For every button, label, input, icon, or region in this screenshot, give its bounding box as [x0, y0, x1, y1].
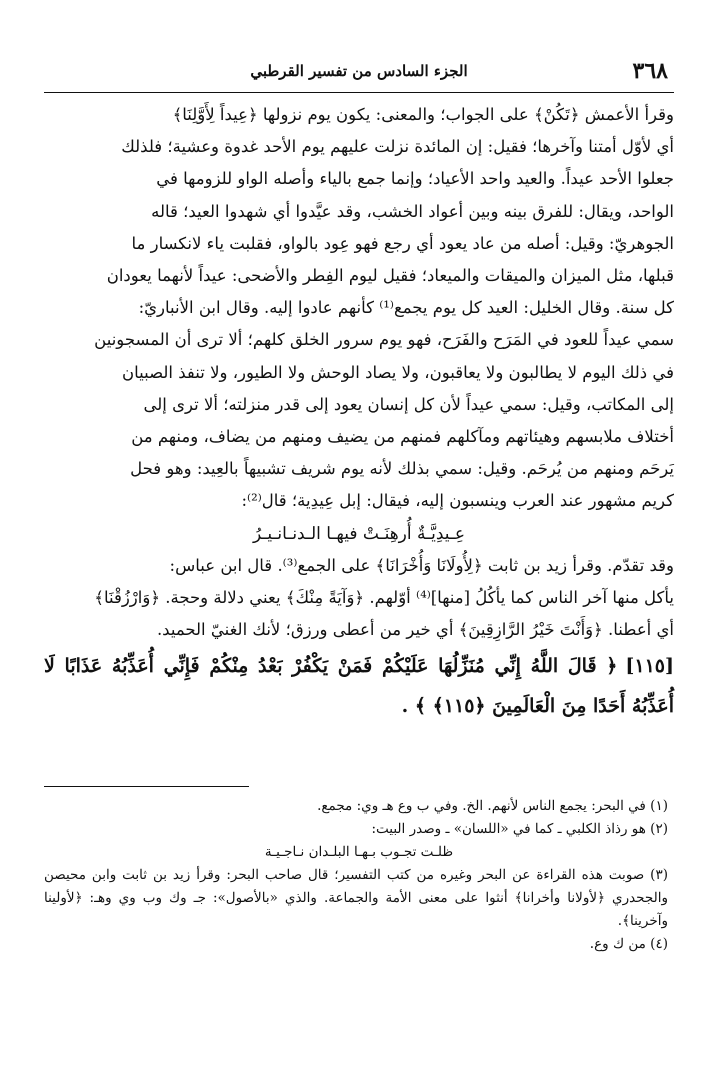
text-line: الواحد، ويقال: للفرق بينه وبين أعواد الخشب، وقد عيَّدوا أي شهدوا العيد؛ قاله [151, 201, 674, 221]
verse-text: ﴿ قَالَ اللَّهُ إِنِّي مُنَزِّلُهَا عَلَيْكُمْ فَمَنْ يَكْفُرْ بَعْدُ مِنْكُمْ فَإِنِّي أُعَذِّبُهُ عَذَابًا لَا أُعَذِّبُهُ أَحَدًا مِنَ الْعَالَمِينَ ﴿١١٥﴾ ﴾ . [44, 655, 674, 718]
text-line: الجوهريّ: وقيل: أصله من عاد يعود أي رجع فهو عِود بالواو، فقلبت ياء لانكسار ما [131, 233, 674, 253]
text-line: يَرحَم ومنهم من يُرحَم. وقيل: سمي بذلك لأنه يوم شريف تشبيهاً بالعِيد: وهو فحل [130, 459, 674, 479]
footnote: (٤) من ك وع. [589, 936, 668, 953]
footnote-separator-wrap [44, 726, 674, 787]
text-line: إلى المكاتب، وقيل: سمي عيداً لأن كل إنسان يعود إلى قدر منزلته؛ ألا ترى إلى [143, 394, 674, 414]
footnote: (١) في البحر: يجمع الناس لأنهم. الخ. وفي ب وع هـ وي: مجمع. [317, 798, 668, 815]
text-line: يأكل منها آخر الناس كما يأكُلُ [منها]⁽⁴⁾ أوّلهم. ﴿وَآيَةً مِنْكَ﴾ يعني دلالة وحجة. ﴿وَارْزُقْنَا﴾ [94, 588, 674, 608]
text-line: أي لأوّل أمتنا وآخرها؛ فقيل: إن المائدة نزلت عليهم يوم الأحد غدوة وعشية؛ فلذلك [121, 137, 674, 157]
footnote: (٢) هو رذاذ الكلبي ـ كما في «اللسان» ـ وصدر البيت: [371, 821, 668, 838]
text-line: في ذلك اليوم لا يطالبون ولا يعاقبون، ولا يصاد الوحش ولا الطيور، ولا تنفذ الصبيان [121, 362, 674, 382]
text-line: وقد تقدّم. وقرأ زيد بن ثابت ﴿لِأُولَانَا وَأُخْرَانَا﴾ على الجمع⁽³⁾. قال ابن عباس: [169, 555, 674, 575]
verse-number: [١١٥] [625, 655, 674, 678]
main-text [44, 99, 674, 726]
page-number: ٣٦٨ [632, 58, 668, 84]
text-line: وقرأ الأعمش ﴿تَكُنْ﴾ على الجواب؛ والمعنى: يكون يوم نزولها ﴿عِيداً لِأَوَّلِنَا﴾ [172, 105, 674, 124]
text-line: سمي عيداً للعود في المَرَح والفَرَح، فهو يوم سرور الخلق كلهم؛ ألا ترى أن المسجونين [94, 330, 674, 350]
text-line: أي أعطنا. ﴿وَأَنْتَ خَيْرُ الرَّازِقِينَ﴾ أي خير من أعطى ورزق؛ لأنك الغنيّ الحميد. [156, 620, 674, 640]
page-header [44, 56, 674, 93]
footnote-verse: ظلـت تجـوب بـهـا البلـدان نـاجـيـة [264, 844, 454, 861]
text-line: أختلاف ملابسهم وهيئاتهم ومآكلهم فمنهم من يضيف ومنهم من يضاف، ومنهم من [131, 427, 674, 447]
text-line: جعلوا الأحد عيداً. والعيد واحد الأعياد؛ وإنما جمع بالياء وأصله الواو للزومها في [156, 169, 674, 189]
text-line: قبلها، مثل الميزان والميقات والميعاد؛ فقيل ليوم الفِطر والأضحى: عيداً لأنهما يعودان [106, 266, 674, 286]
footnote: (٣) صوبت هذه القراءة عن البحر وغيره من كتب التفسير؛ قال صاحب البحر: وقرأ زيد بن ثابت وابن محيصن والجحدري ﴿لأولانا وأخرانا﴾ أنثوا على معنى الأمة والجماعة. والذي «بالأصول»: جـ وك وب وي وهـ: ﴿لأولينا وآخرينا﴾. [44, 867, 668, 930]
footnotes [44, 795, 674, 956]
book-page [44, 56, 674, 1066]
footnote-separator [44, 786, 249, 787]
running-title: الجزء السادس من تفسير القرطبي [250, 62, 468, 80]
quran-verse [44, 646, 674, 726]
text-line: كريم مشهور عند العرب وينسبون إليه، فيقال: إبل عِيدِية؛ قال⁽²⁾: [241, 491, 674, 511]
text-line: كل سنة. وقال الخليل: العيد كل يوم يجمع⁽¹⁾ كأنهم عادوا إليه. وقال ابن الأنباريّ: [138, 298, 674, 318]
poetry-verse: عِـيدِيَّـةٌ أُرهِنَـتْ فيهـا الـدنـانـيـرُ [252, 523, 466, 544]
